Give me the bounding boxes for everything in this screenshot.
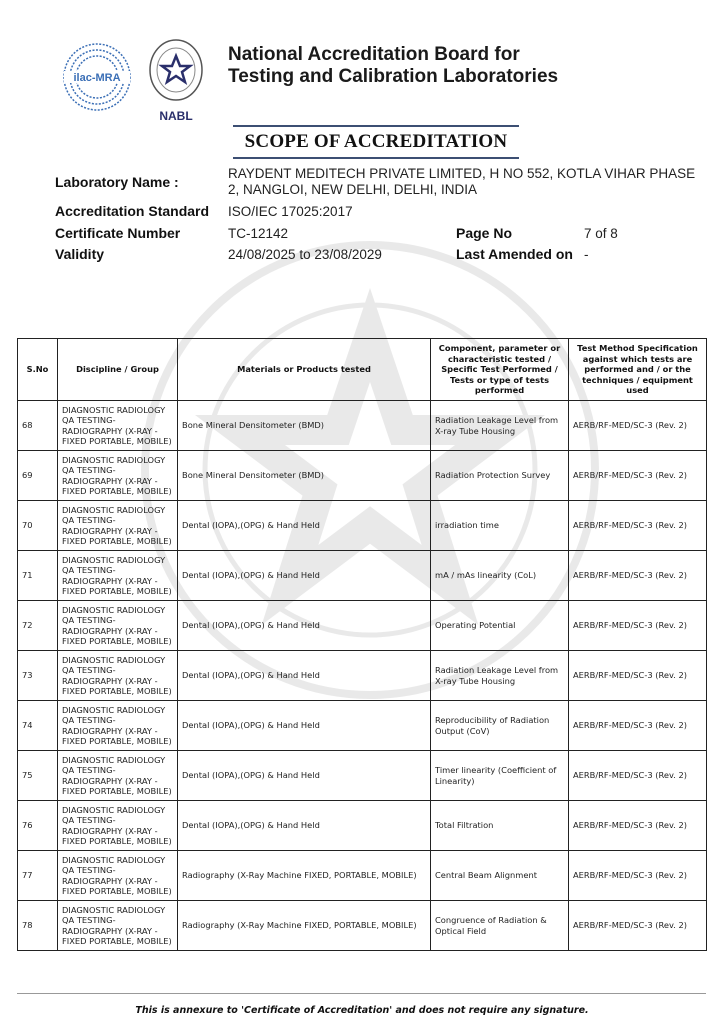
lab-name-line-1: RAYDENT MEDITECH PRIVATE LIMITED, H NO 552, KOTLA VIHAR PHASE	[228, 166, 696, 181]
cell-materials: Dental (IOPA),(OPG) & Hand Held	[178, 701, 431, 751]
footer-divider	[17, 993, 706, 994]
cell-method: AERB/RF-MED/SC-3 (Rev. 2)	[569, 401, 707, 451]
cell-discipline: DIAGNOSTIC RADIOLOGY QA TESTING- RADIOGRAPHY (X-RAY - FIXED PORTABLE, MOBILE)	[58, 851, 178, 901]
cell-component: Congruence of Radiation & Optical Field	[431, 901, 569, 951]
cell-method: AERB/RF-MED/SC-3 (Rev. 2)	[569, 551, 707, 601]
cell-materials: Bone Mineral Densitometer (BMD)	[178, 451, 431, 501]
column-header-method: Test Method Specification against which tests are performed and / or the techniques / equipment used	[569, 339, 707, 401]
nabl-logo	[148, 38, 204, 124]
cell-materials: Dental (IOPA),(OPG) & Hand Held	[178, 551, 431, 601]
cell-sno: 77	[18, 851, 58, 901]
table-header-row	[18, 339, 707, 401]
svg-text:NABL: NABL	[159, 109, 193, 123]
cell-materials: Radiography (X-Ray Machine FIXED, PORTABLE, MOBILE)	[178, 851, 431, 901]
last-amended-value: -	[584, 247, 589, 262]
table-row	[18, 501, 707, 551]
cell-method: AERB/RF-MED/SC-3 (Rev. 2)	[569, 701, 707, 751]
cell-sno: 69	[18, 451, 58, 501]
cell-method: AERB/RF-MED/SC-3 (Rev. 2)	[569, 851, 707, 901]
cell-component: Radiation Protection Survey	[431, 451, 569, 501]
lab-name-line-2: 2, NANGLOI, NEW DELHI, DELHI, INDIA	[228, 182, 478, 197]
cell-component: Reproducibility of Radiation Output (CoV)	[431, 701, 569, 751]
cell-discipline: DIAGNOSTIC RADIOLOGY QA TESTING- RADIOGRAPHY (X-RAY - FIXED PORTABLE, MOBILE)	[58, 451, 178, 501]
cell-materials: Dental (IOPA),(OPG) & Hand Held	[178, 751, 431, 801]
cell-component: Radiation Leakage Level from X-ray Tube Housing	[431, 651, 569, 701]
column-header-materials: Materials or Products tested	[178, 339, 431, 401]
scope-table	[17, 338, 707, 951]
cell-materials: Bone Mineral Densitometer (BMD)	[178, 401, 431, 451]
validity-label: Validity	[55, 246, 105, 262]
org-line-2: Testing and Calibration Laboratories	[228, 66, 559, 87]
cell-method: AERB/RF-MED/SC-3 (Rev. 2)	[569, 451, 707, 501]
standard-label: Accreditation Standard	[55, 203, 210, 219]
table-row	[18, 401, 707, 451]
cell-sno: 71	[18, 551, 58, 601]
cell-sno: 73	[18, 651, 58, 701]
page-no-value: 7 of 8	[584, 226, 618, 241]
cell-discipline: DIAGNOSTIC RADIOLOGY QA TESTING- RADIOGRAPHY (X-RAY - FIXED PORTABLE, MOBILE)	[58, 501, 178, 551]
cell-method: AERB/RF-MED/SC-3 (Rev. 2)	[569, 651, 707, 701]
cell-method: AERB/RF-MED/SC-3 (Rev. 2)	[569, 801, 707, 851]
cell-materials: Dental (IOPA),(OPG) & Hand Held	[178, 801, 431, 851]
cell-materials: Dental (IOPA),(OPG) & Hand Held	[178, 651, 431, 701]
cell-discipline: DIAGNOSTIC RADIOLOGY QA TESTING- RADIOGRAPHY (X-RAY - FIXED PORTABLE, MOBILE)	[58, 551, 178, 601]
table-row	[18, 551, 707, 601]
cell-component: mA / mAs linearity (CoL)	[431, 551, 569, 601]
last-amended-label: Last Amended on	[456, 246, 573, 262]
ilac-mra-logo	[62, 42, 132, 112]
cell-materials: Radiography (X-Ray Machine FIXED, PORTABLE, MOBILE)	[178, 901, 431, 951]
table-row	[18, 451, 707, 501]
cell-sno: 75	[18, 751, 58, 801]
title-text: SCOPE OF ACCREDITATION	[244, 131, 508, 152]
cell-method: AERB/RF-MED/SC-3 (Rev. 2)	[569, 601, 707, 651]
table-row	[18, 751, 707, 801]
table-row	[18, 701, 707, 751]
cell-discipline: DIAGNOSTIC RADIOLOGY QA TESTING- RADIOGRAPHY (X-RAY - FIXED PORTABLE, MOBILE)	[58, 651, 178, 701]
table-row	[18, 601, 707, 651]
cell-discipline: DIAGNOSTIC RADIOLOGY QA TESTING- RADIOGRAPHY (X-RAY - FIXED PORTABLE, MOBILE)	[58, 801, 178, 851]
svg-text:ilac-MRA: ilac-MRA	[73, 72, 121, 84]
org-line-1: National Accreditation Board for	[228, 44, 520, 65]
page-title	[233, 125, 519, 159]
cell-sno: 76	[18, 801, 58, 851]
cell-method: AERB/RF-MED/SC-3 (Rev. 2)	[569, 751, 707, 801]
lab-name-value	[228, 166, 695, 198]
table-row	[18, 651, 707, 701]
certificate-label: Certificate Number	[55, 225, 181, 241]
cell-component: irradiation time	[431, 501, 569, 551]
cell-component: Timer linearity (Coefficient of Linearity)	[431, 751, 569, 801]
cell-method: AERB/RF-MED/SC-3 (Rev. 2)	[569, 501, 707, 551]
cell-component: Radiation Leakage Level from X-ray Tube Housing	[431, 401, 569, 451]
table-row	[18, 851, 707, 901]
organization-name	[228, 44, 558, 88]
cell-materials: Dental (IOPA),(OPG) & Hand Held	[178, 501, 431, 551]
cell-discipline: DIAGNOSTIC RADIOLOGY QA TESTING- RADIOGRAPHY (X-RAY - FIXED PORTABLE, MOBILE)	[58, 901, 178, 951]
column-header-discipline: Discipline / Group	[58, 339, 178, 401]
cell-materials: Dental (IOPA),(OPG) & Hand Held	[178, 601, 431, 651]
cell-discipline: DIAGNOSTIC RADIOLOGY QA TESTING- RADIOGRAPHY (X-RAY - FIXED PORTABLE, MOBILE)	[58, 701, 178, 751]
column-header-sno: S.No	[18, 339, 58, 401]
table-row	[18, 801, 707, 851]
cell-component: Total Filtration	[431, 801, 569, 851]
cell-sno: 68	[18, 401, 58, 451]
column-header-component: Component, parameter or characteristic tested / Specific Test Performed / Tests or type of tests performed	[431, 339, 569, 401]
footer-note: This is annexure to 'Certificate of Accreditation' and does not require any signature.	[135, 1005, 589, 1016]
table-row	[18, 901, 707, 951]
cell-sno: 70	[18, 501, 58, 551]
cell-sno: 74	[18, 701, 58, 751]
cell-method: AERB/RF-MED/SC-3 (Rev. 2)	[569, 901, 707, 951]
page-no-label: Page No	[456, 225, 513, 241]
lab-name-label: Laboratory Name :	[55, 174, 179, 190]
cell-discipline: DIAGNOSTIC RADIOLOGY QA TESTING- RADIOGRAPHY (X-RAY - FIXED PORTABLE, MOBILE)	[58, 751, 178, 801]
cell-sno: 72	[18, 601, 58, 651]
cell-discipline: DIAGNOSTIC RADIOLOGY QA TESTING- RADIOGRAPHY (X-RAY - FIXED PORTABLE, MOBILE)	[58, 601, 178, 651]
standard-value: ISO/IEC 17025:2017	[228, 204, 353, 219]
cell-component: Operating Potential	[431, 601, 569, 651]
certificate-value: TC-12142	[228, 226, 289, 241]
validity-value: 24/08/2025 to 23/08/2029	[228, 247, 382, 262]
cell-component: Central Beam Alignment	[431, 851, 569, 901]
cell-discipline: DIAGNOSTIC RADIOLOGY QA TESTING- RADIOGRAPHY (X-RAY - FIXED PORTABLE, MOBILE)	[58, 401, 178, 451]
cell-sno: 78	[18, 901, 58, 951]
